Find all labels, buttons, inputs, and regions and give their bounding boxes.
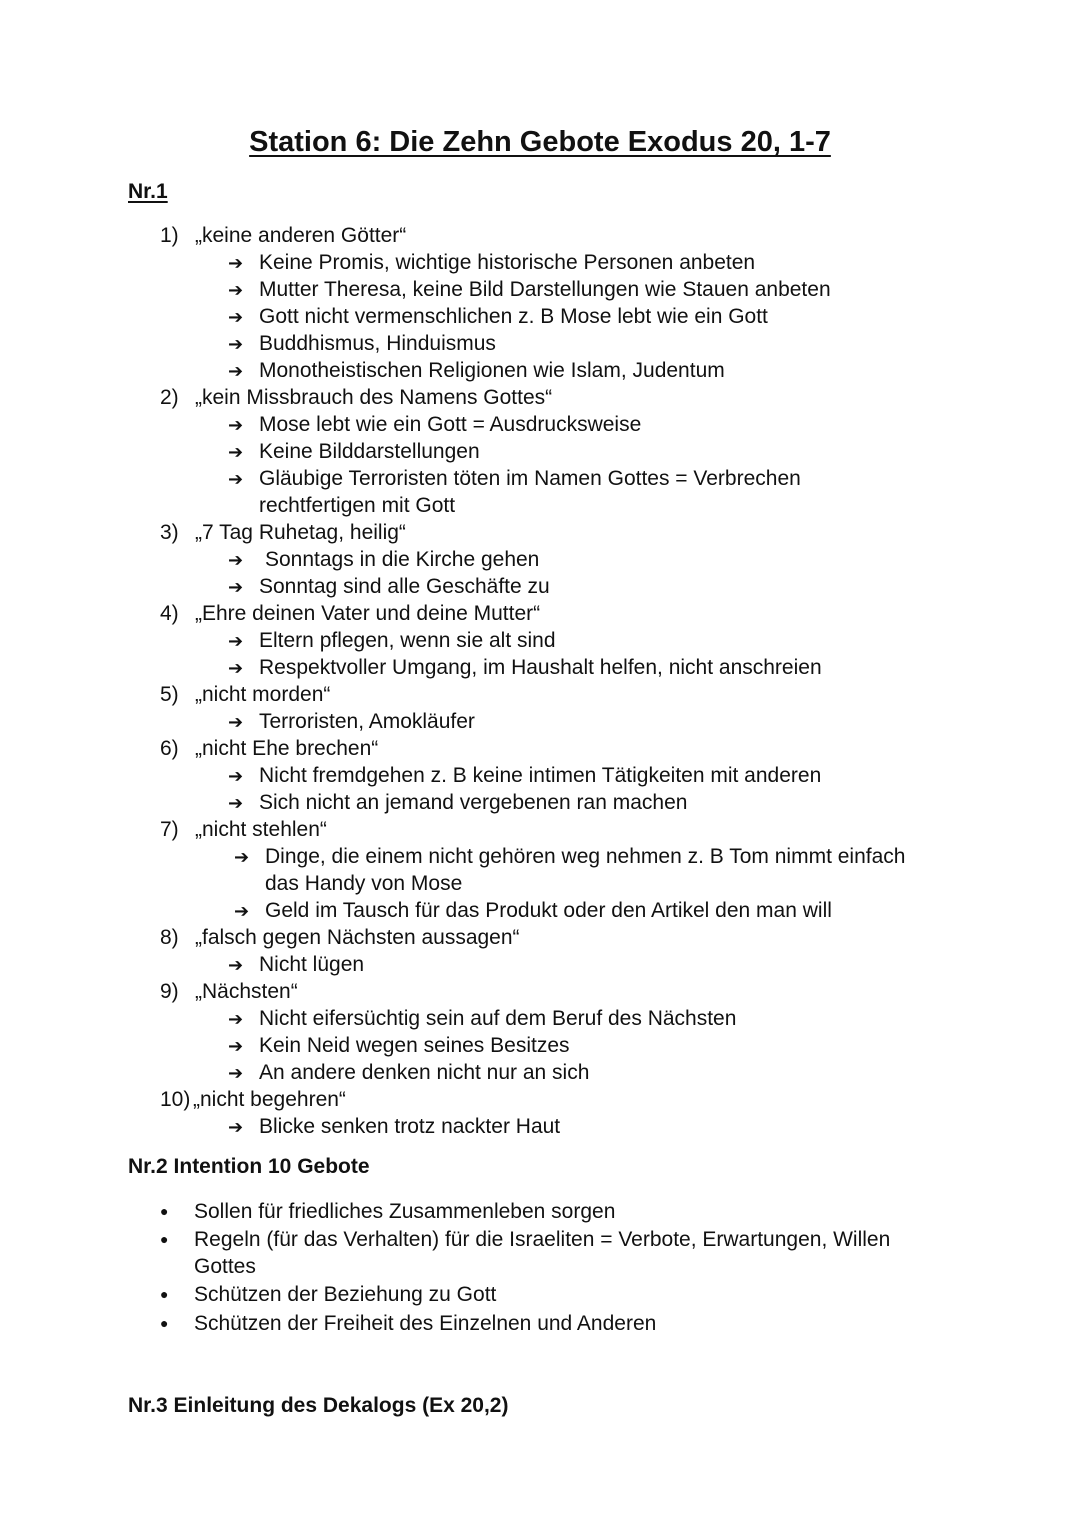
arrow-right-icon: ➔	[228, 631, 244, 651]
arrow-right-icon: ➔	[228, 415, 244, 435]
commandment-point: Keine Promis, wichtige historische Personen anbeten	[259, 251, 756, 274]
arrow-right-icon: ➔	[228, 1009, 244, 1029]
commandment-point: Respektvoller Umgang, im Haushalt helfen, nicht anschreien	[259, 656, 822, 679]
commandment-point: Nicht eifersüchtig sein auf dem Beruf des Nächsten	[259, 1007, 737, 1030]
commandment-text: „kein Missbrauch des Namens Gottes“	[195, 386, 553, 409]
commandment-point: Keine Bilddarstellungen	[259, 440, 480, 463]
commandment-number: 4)	[160, 602, 179, 625]
commandment-number: 2)	[160, 386, 179, 409]
commandment-point: Buddhismus, Hinduismus	[259, 332, 496, 355]
arrow-right-icon: ➔	[228, 1036, 244, 1056]
commandment-point: Sonntags in die Kirche gehen	[265, 548, 540, 571]
arrow-right-icon: ➔	[228, 280, 244, 300]
commandment-point: Mose lebt wie ein Gott = Ausdrucksweise	[259, 413, 642, 436]
section-heading-nr2: Nr.2 Intention 10 Gebote	[128, 1155, 370, 1178]
commandment-point: Sonntag sind alle Geschäfte zu	[259, 575, 550, 598]
arrow-right-icon: ➔	[228, 334, 244, 354]
commandment-text: „nicht Ehe brechen“	[195, 737, 379, 760]
commandment-text: „nicht begehren“	[193, 1088, 346, 1111]
commandment-point: Mutter Theresa, keine Bild Darstellungen wie Stauen anbeten	[259, 278, 831, 301]
commandment-number: 10)	[160, 1088, 191, 1111]
commandment-point: An andere denken nicht nur an sich	[259, 1061, 590, 1084]
commandment-text: „nicht morden“	[195, 683, 331, 706]
page-title: Station 6: Die Zehn Gebote Exodus 20, 1-7	[249, 126, 831, 158]
commandment-number: 3)	[160, 521, 179, 544]
arrow-right-icon: ➔	[228, 550, 244, 570]
arrow-right-icon: ➔	[228, 793, 244, 813]
bullet-text: Gottes	[194, 1255, 256, 1278]
commandment-text: „nicht stehlen“	[195, 818, 327, 841]
arrow-right-icon: ➔	[228, 1117, 244, 1137]
commandment-number: 8)	[160, 926, 179, 949]
commandment-point: Geld im Tausch für das Produkt oder den Artikel den man will	[265, 899, 832, 922]
commandment-point: Gott nicht vermenschlichen z. B Mose lebt wie ein Gott	[259, 305, 768, 328]
commandment-point: rechtfertigen mit Gott	[259, 494, 456, 517]
commandment-point: das Handy von Mose	[265, 872, 463, 895]
arrow-right-icon: ➔	[228, 955, 244, 975]
commandment-point: Terroristen, Amokläufer	[259, 710, 475, 733]
arrow-right-icon: ➔	[228, 469, 244, 489]
bullet-text: Sollen für friedliches Zusammenleben sorgen	[194, 1200, 616, 1223]
commandment-number: 5)	[160, 683, 179, 706]
arrow-right-icon: ➔	[228, 307, 244, 327]
arrow-right-icon: ➔	[228, 766, 244, 786]
arrow-right-icon: ➔	[228, 712, 244, 732]
commandment-text: „7 Tag Ruhetag, heilig“	[195, 521, 406, 544]
arrow-right-icon: ➔	[228, 442, 244, 462]
commandment-number: 7)	[160, 818, 179, 841]
bullet-text: Schützen der Freiheit des Einzelnen und Anderen	[194, 1312, 657, 1335]
section-heading-nr3: Nr.3 Einleitung des Dekalogs (Ex 20,2)	[128, 1394, 509, 1417]
commandment-text: „Nächsten“	[195, 980, 298, 1003]
commandment-number: 1)	[160, 224, 179, 247]
commandment-number: 6)	[160, 737, 179, 760]
arrow-right-icon: ➔	[228, 361, 244, 381]
arrow-right-icon: ➔	[234, 847, 250, 867]
arrow-right-icon: ➔	[228, 658, 244, 678]
commandment-text: „Ehre deinen Vater und deine Mutter“	[195, 602, 541, 625]
arrow-right-icon: ➔	[234, 901, 250, 921]
commandment-point: Sich nicht an jemand vergebenen ran machen	[259, 791, 688, 814]
arrow-right-icon: ➔	[228, 1063, 244, 1083]
commandment-point: Blicke senken trotz nackter Haut	[259, 1115, 561, 1138]
commandment-point: Dinge, die einem nicht gehören weg nehmen z. B Tom nimmt einfach	[265, 845, 906, 868]
commandment-text: „falsch gegen Nächsten aussagen“	[195, 926, 520, 949]
arrow-right-icon: ➔	[228, 577, 244, 597]
bullet-text: Schützen der Beziehung zu Gott	[194, 1283, 497, 1306]
commandment-point: Gläubige Terroristen töten im Namen Gottes = Verbrechen	[259, 467, 801, 490]
bullet-dot-icon: ●	[160, 1203, 169, 1219]
bullet-dot-icon: ●	[160, 1315, 169, 1331]
commandment-number: 9)	[160, 980, 179, 1003]
bullet-dot-icon: ●	[160, 1286, 169, 1302]
commandment-text: „keine anderen Götter“	[195, 224, 407, 247]
commandment-point: Monotheistischen Religionen wie Islam, Judentum	[259, 359, 725, 382]
commandment-point: Eltern pflegen, wenn sie alt sind	[259, 629, 556, 652]
commandment-point: Nicht fremdgehen z. B keine intimen Tätigkeiten mit anderen	[259, 764, 822, 787]
arrow-right-icon: ➔	[228, 253, 244, 273]
commandment-point: Kein Neid wegen seines Besitzes	[259, 1034, 570, 1057]
section-heading-nr1: Nr.1	[128, 180, 168, 203]
bullet-text: Regeln (für das Verhalten) für die Israeliten = Verbote, Erwartungen, Willen	[194, 1228, 891, 1251]
bullet-dot-icon: ●	[160, 1231, 169, 1247]
commandment-point: Nicht lügen	[259, 953, 365, 976]
